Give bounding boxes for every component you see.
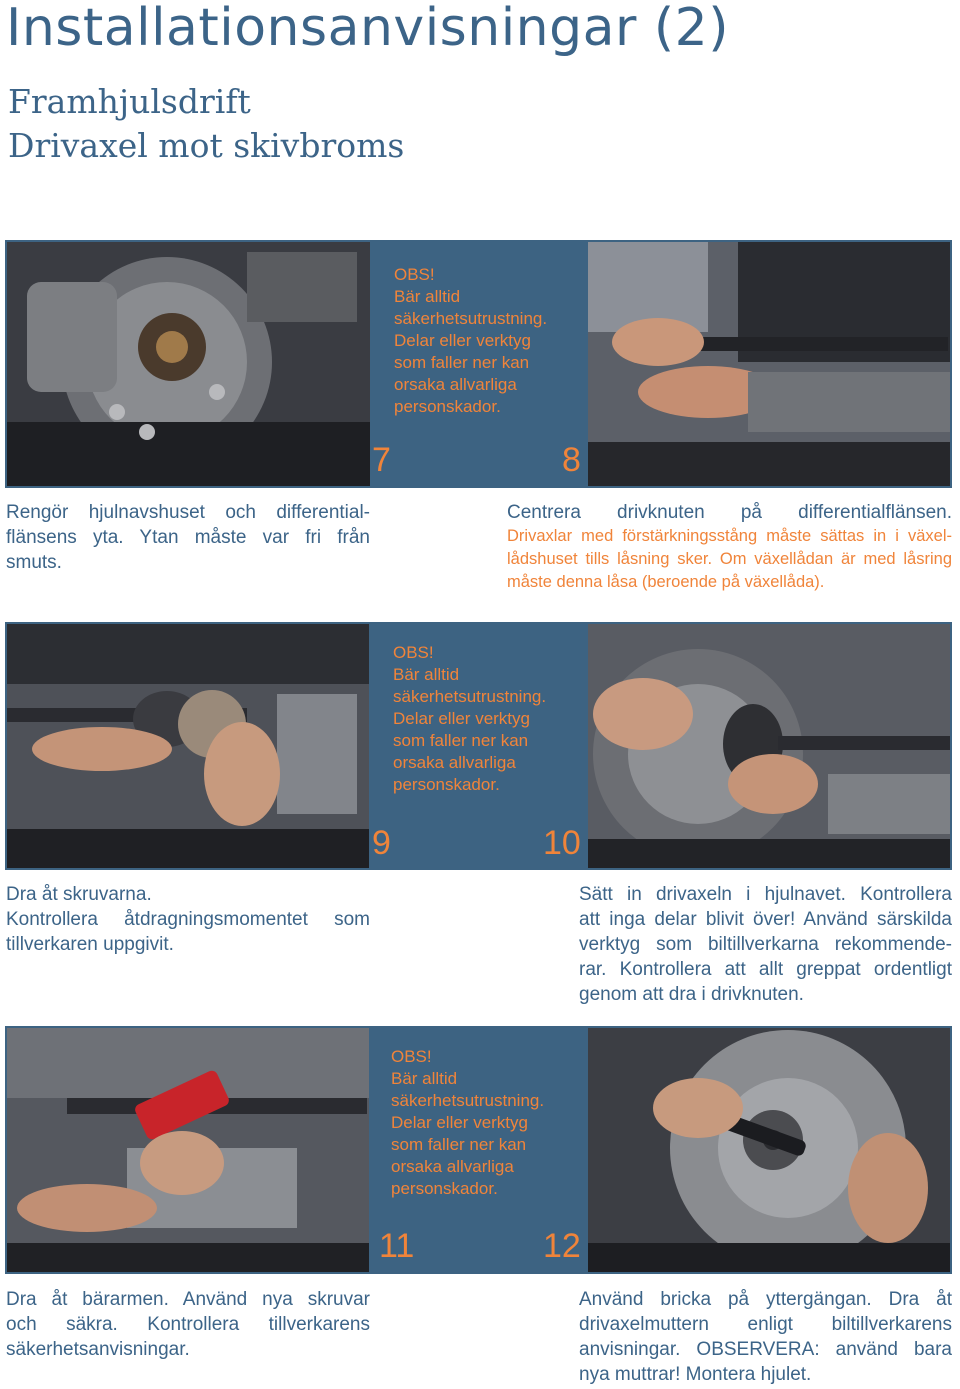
note-line: lådshuset tills låsning sker. Om växellådan är med låsring [507, 550, 952, 568]
caption-line: säkerhetsanvisningar. [6, 1339, 190, 1360]
caption-line: anvisningar. OBSERVERA: använd bara [579, 1339, 952, 1360]
warning-line: orsaka allvarliga [394, 375, 517, 394]
caption-line: att inga delar blivit över! Använd särskilda [579, 909, 952, 930]
warning-line: orsaka allvarliga [393, 753, 516, 772]
photo-step-8-graphic [588, 242, 950, 486]
step-11-caption [6, 1287, 370, 1362]
warning-line: säkerhetsutrustning. [394, 309, 548, 328]
caption-line: Centrera drivknuten på differentialflänsen. [507, 502, 952, 523]
caption-line: rar. Kontrollera att allt greppat ordentligt [579, 959, 952, 980]
warning-note-2 [393, 642, 546, 796]
photo-step-11 [7, 1028, 369, 1272]
photo-step-9 [7, 624, 369, 868]
warning-line: som faller ner kan [391, 1135, 527, 1154]
warning-line: OBS! [394, 265, 435, 284]
caption-line: Dra åt bärarmen. Använd nya skruvar [6, 1289, 370, 1310]
step-number-7: 7 [372, 441, 391, 479]
warning-line: Delar eller verktyg [393, 709, 530, 728]
page-subtitle-brake: Drivaxel mot skivbroms [8, 126, 405, 165]
step-number-9: 9 [372, 824, 391, 862]
warning-line: OBS! [393, 643, 434, 662]
warning-line: OBS! [391, 1047, 432, 1066]
step-7-caption [6, 500, 370, 575]
step-number-11: 11 [379, 1227, 415, 1265]
step-8-note [507, 525, 952, 594]
step-12-caption [579, 1287, 952, 1387]
caption-line: smuts. [6, 552, 62, 573]
warning-line: personskador. [393, 775, 500, 794]
warning-line: säkerhetsutrustning. [391, 1091, 545, 1110]
photo-step-7 [7, 242, 370, 486]
page-title: Installationsanvisningar (2) [6, 0, 730, 58]
caption-line: Rengör hjulnavshuset och differential- [6, 502, 370, 523]
photo-step-11-graphic [7, 1028, 369, 1272]
caption-line: drivaxelmuttern enligt biltillverkarens [579, 1314, 952, 1335]
warning-line: säkerhetsutrustning. [393, 687, 547, 706]
photo-step-12 [588, 1028, 950, 1272]
photo-step-7-graphic [7, 242, 370, 486]
warning-line: orsaka allvarliga [391, 1157, 514, 1176]
step-number-8: 8 [562, 441, 581, 479]
warning-note-3 [391, 1046, 544, 1200]
caption-line: Använd bricka på yttergängan. Dra åt [579, 1289, 952, 1310]
warning-line: Delar eller verktyg [391, 1113, 528, 1132]
caption-line: Kontrollera åtdragningsmomentet som [6, 909, 370, 930]
note-line: Drivaxlar med förstärkningsstång måste sättas in i växel- [507, 527, 952, 545]
caption-line: Sätt in drivaxeln i hjulnavet. Kontrollera [579, 884, 952, 905]
step-9-caption [6, 882, 370, 957]
photo-step-10 [588, 624, 950, 868]
warning-line: personskador. [394, 397, 501, 416]
warning-line: Delar eller verktyg [394, 331, 531, 350]
caption-line: genom att dra i drivknuten. [579, 984, 804, 1005]
caption-line: och säkra. Kontrollera tillverkarens [6, 1314, 370, 1335]
page-subtitle-drive: Framhjulsdrift [8, 82, 251, 121]
caption-line: tillverkaren uppgivit. [6, 934, 174, 955]
photo-step-9-graphic [7, 624, 369, 868]
caption-line: verktyg som biltillverkarna rekommende- [579, 934, 952, 955]
warning-line: Bär alltid [394, 287, 461, 306]
warning-note-1 [394, 264, 547, 418]
warning-line: Bär alltid [391, 1069, 458, 1088]
step-number-10: 10 [543, 824, 581, 862]
warning-line: personskador. [391, 1179, 498, 1198]
caption-line: flänsens yta. Ytan måste var fri från [6, 527, 370, 548]
step-number-12: 12 [543, 1227, 581, 1265]
warning-line: Bär alltid [393, 665, 460, 684]
photo-step-8 [588, 242, 950, 486]
warning-line: som faller ner kan [393, 731, 529, 750]
caption-line: nya muttrar! Montera hjulet. [579, 1364, 812, 1385]
note-line: måste denna låsa (beroende på växellåda). [507, 573, 825, 591]
photo-step-12-graphic [588, 1028, 950, 1272]
step-8-caption [507, 500, 952, 525]
step-10-caption [579, 882, 952, 1007]
warning-line: som faller ner kan [394, 353, 530, 372]
caption-line: Dra åt skruvarna. [6, 884, 152, 905]
photo-step-10-graphic [588, 624, 950, 868]
